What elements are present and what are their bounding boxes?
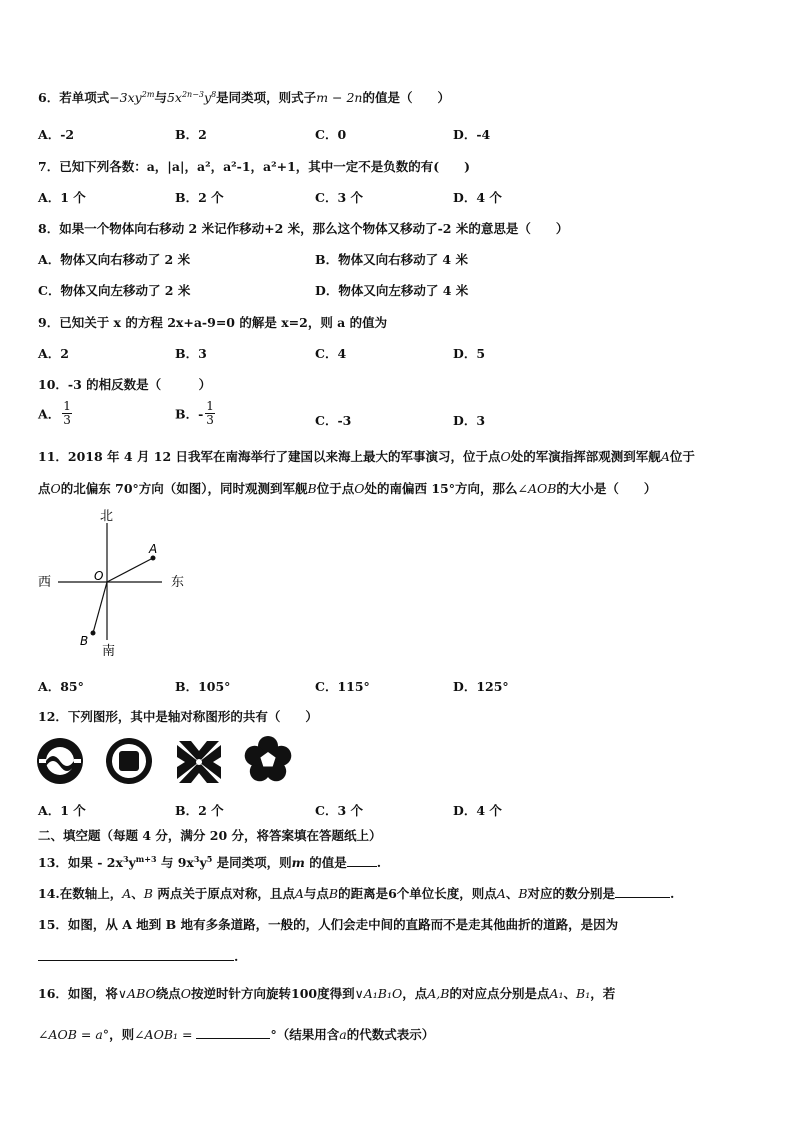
q10-option-d[interactable]: D．3 <box>453 413 486 428</box>
ray-ob <box>93 582 107 633</box>
label-north: 北 <box>100 509 114 524</box>
question-10-stem: 10．-3 的相反数是（ ） <box>38 377 212 392</box>
q12-option-d[interactable]: D．4 个 <box>453 803 502 818</box>
section-2-heading: 二、填空题（每题 4 分，满分 20 分，将答案填在答题纸上） <box>38 828 382 843</box>
label-south: 南 <box>102 644 116 659</box>
q11-option-a[interactable]: A．85° <box>38 679 84 694</box>
q8-option-b[interactable]: B．物体又向右移动了 4 米 <box>315 252 468 267</box>
label-east: 东 <box>171 575 185 590</box>
q7-option-a[interactable]: A．1 个 <box>38 190 86 205</box>
compass-figure <box>30 505 200 665</box>
q11-option-d[interactable]: D．125° <box>453 679 509 694</box>
q6-post: 是同类项，则式子 <box>216 90 317 105</box>
question-11-line-1: 11．2018 年 4 月 12 日我军在南海举行了建国以来海上最大的军事演习，位于点O处的军演指挥部观测到军舰A位于 <box>38 449 695 464</box>
point-a-dot <box>151 556 156 561</box>
q11-option-b[interactable]: B．105° <box>175 679 231 694</box>
q15-answer-line: . <box>38 948 238 964</box>
four-petal-knot-icon <box>173 737 225 787</box>
label-b: B <box>80 634 89 648</box>
q7-option-c[interactable]: C．3 个 <box>315 190 363 205</box>
q9-option-c[interactable]: C．4 <box>315 346 347 361</box>
swirl-circle-icon <box>36 737 84 785</box>
q14-answer-blank[interactable] <box>615 885 670 898</box>
q6-option-d[interactable]: D．-4 <box>453 127 491 142</box>
q16-answer-blank[interactable] <box>196 1026 270 1039</box>
q10-option-a[interactable]: A． $\frac{1}{3}$ <box>38 399 71 427</box>
q11-option-c[interactable]: C．115° <box>315 679 370 694</box>
q13-answer-blank[interactable] <box>347 854 377 867</box>
q6-expression: m − 2n <box>316 90 363 105</box>
q6-option-a[interactable]: A．-2 <box>38 127 75 142</box>
point-b-dot <box>91 631 96 636</box>
q6-option-c[interactable]: C．0 <box>315 127 347 142</box>
q6-tail: 的值是（ ） <box>362 90 450 105</box>
q7-option-b[interactable]: B．2 个 <box>175 190 224 205</box>
question-13-stem: 13．如果 - $2x^3y^{m+3}$ 与 $9x^3y^5$ 是同类项，则m 的值是 . <box>38 853 382 870</box>
q6-monomial-2: $5x^{2n-3}y^8$ <box>166 89 217 105</box>
pentagon-flower-icon <box>243 735 293 785</box>
question-16-line-2: ∠AOB = a°，则∠AOB₁ = °（结果用含a的代数式表示） <box>38 1027 435 1042</box>
q8-option-c[interactable]: C．物体又向左移动了 2 米 <box>38 283 191 298</box>
q8-option-a[interactable]: A．物体又向右移动了 2 米 <box>38 252 191 267</box>
ray-oa <box>107 558 153 582</box>
label-o: O <box>94 569 104 583</box>
question-12-stem: 12．下列图形，其中是轴对称图形的共有（ ） <box>38 709 318 724</box>
q6-prefix: 6．若单项式 <box>38 90 110 105</box>
q10-option-b[interactable]: B．- $\frac{1}{3}$ <box>175 399 214 427</box>
q7-option-d[interactable]: D．4 个 <box>453 190 502 205</box>
question-9-stem: 9．已知关于 x 的方程 2x+a-9=0 的解是 x=2，则 a 的值为 <box>38 315 388 330</box>
q9-option-a[interactable]: A．2 <box>38 346 69 361</box>
q6-monomial-1: $-3xy^{2m}$ <box>109 89 155 105</box>
q15-answer-blank[interactable] <box>38 948 234 961</box>
q8-option-d[interactable]: D．物体又向左移动了 4 米 <box>315 283 469 298</box>
question-8-stem: 8．如果一个物体向右移动 2 米记作移动+2 米，那么这个物体又移动了-2 米的意思是（ ） <box>38 221 569 236</box>
q12-option-a[interactable]: A．1 个 <box>38 803 86 818</box>
q9-option-b[interactable]: B．3 <box>175 346 207 361</box>
question-7-stem: 7．已知下列各数：a，|a|，a²，a²-1，a²+1，其中一定不是负数的有( ) <box>38 159 471 174</box>
label-a: A <box>149 542 158 556</box>
q6-option-b[interactable]: B．2 <box>175 127 207 142</box>
question-16-line-1: 16．如图，将∨ABO绕点O按逆时针方向旋转100度得到∨A₁B₁O，点A,B的对应点分别是点A₁、B₁，若 <box>38 986 616 1001</box>
q12-option-c[interactable]: C．3 个 <box>315 803 363 818</box>
q10-option-c[interactable]: C．-3 <box>315 413 352 428</box>
q6-connector: 与 <box>154 90 167 105</box>
question-15-stem: 15．如图，从 A 地到 B 地有多条道路，一般的，人们会走中间的直路而不是走其他曲折的道路，是因为 <box>38 917 619 932</box>
label-west: 西 <box>38 575 52 590</box>
square-hole-coin-icon <box>105 737 153 785</box>
q9-option-d[interactable]: D．5 <box>453 346 486 361</box>
q10-fraction-b: $\frac{1}{3}$ <box>206 399 214 427</box>
question-11-line-2: 点O的北偏东 70°方向（如图），同时观测到军舰B位于点O处的南偏西 15°方向，那么∠AOB的大小是（ ） <box>38 481 657 496</box>
question-6-stem <box>38 88 450 106</box>
q12-option-b[interactable]: B．2 个 <box>175 803 224 818</box>
question-14-stem: 14.在数轴上，A、B 两点关于原点对称，且点A与点B的距离是6个单位长度，则点A、B对应的数分别是 . <box>38 886 675 901</box>
q10-fraction-a: $\frac{1}{3}$ <box>63 399 71 427</box>
